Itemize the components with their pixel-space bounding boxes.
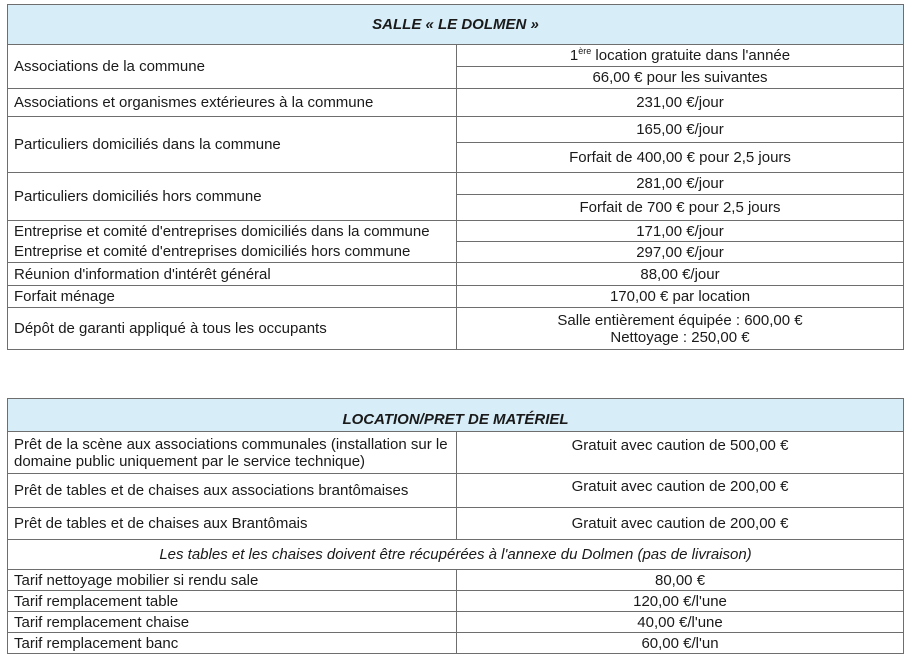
row-value: 120,00 €/l'une [457, 591, 904, 612]
table-row [8, 263, 904, 286]
table-row [8, 508, 904, 540]
row-value: 171,00 €/jour [457, 221, 904, 242]
row-value: 60,00 €/l'un [457, 633, 904, 654]
row-value: Salle entièrement équipée : 600,00 € Nettoyage : 250,00 € [457, 308, 904, 350]
row-value: 80,00 € [457, 570, 904, 591]
table-row [8, 117, 904, 143]
row-label: Réunion d'information d'intérêt général [8, 263, 457, 286]
row-label: Prêt de la scène aux associations communales (installation sur le domaine public uniquement par le service technique) [8, 432, 457, 474]
row-value: 170,00 € par location [457, 286, 904, 308]
table-row [8, 432, 904, 474]
table-row [8, 89, 904, 117]
row-value: Gratuit avec caution de 200,00 € [457, 474, 904, 508]
row-label: Dépôt de garanti appliqué à tous les occupants [8, 308, 457, 350]
row-label: Entreprise et comité d'entreprises domiciliés hors commune [8, 242, 457, 263]
table-row [8, 173, 904, 195]
table-row [8, 221, 904, 242]
row-label: Prêt de tables et de chaises aux associations brantômaises [8, 474, 457, 508]
row-label: Associations de la commune [8, 45, 457, 89]
row-label: Associations et organismes extérieures à la commune [8, 89, 457, 117]
note: Les tables et les chaises doivent être récupérées à l'annexe du Dolmen (pas de livraison) [8, 540, 904, 570]
materiel-title: LOCATION/PRET DE MATÉRIEL [8, 399, 904, 432]
row-value: 165,00 €/jour [457, 117, 904, 143]
row-value: 40,00 €/l'une [457, 612, 904, 633]
row-label: Tarif remplacement chaise [8, 612, 457, 633]
row-label: Particuliers domiciliés hors commune [8, 173, 457, 221]
row-value: 297,00 €/jour [457, 242, 904, 263]
salle-dolmen-table [7, 4, 904, 350]
table-row [8, 474, 904, 508]
row-value: 66,00 € pour les suivantes [457, 67, 904, 89]
note-row [8, 540, 904, 570]
row-label: Prêt de tables et de chaises aux Brantômais [8, 508, 457, 540]
row-value: Gratuit avec caution de 500,00 € [457, 432, 904, 474]
row-label: Entreprise et comité d'entreprises domiciliés dans la commune [8, 221, 457, 242]
row-value: 1ère location gratuite dans l'année [457, 45, 904, 67]
row-value: Gratuit avec caution de 200,00 € [457, 508, 904, 540]
row-value: 88,00 €/jour [457, 263, 904, 286]
row-label: Tarif remplacement table [8, 591, 457, 612]
row-label: Particuliers domiciliés dans la commune [8, 117, 457, 173]
row-value: Forfait de 400,00 € pour 2,5 jours [457, 143, 904, 173]
row-label: Forfait ménage [8, 286, 457, 308]
table-row [8, 612, 904, 633]
row-label: Tarif nettoyage mobilier si rendu sale [8, 570, 457, 591]
row-value: 281,00 €/jour [457, 173, 904, 195]
table-row [8, 45, 904, 67]
row-label: Tarif remplacement banc [8, 633, 457, 654]
table-row [8, 308, 904, 350]
table-row [8, 633, 904, 654]
table-row [8, 570, 904, 591]
salle-title: SALLE « LE DOLMEN » [8, 5, 904, 45]
materiel-table [7, 398, 904, 654]
table-row [8, 242, 904, 263]
table-row [8, 286, 904, 308]
row-value: Forfait de 700 € pour 2,5 jours [457, 195, 904, 221]
row-value: 231,00 €/jour [457, 89, 904, 117]
table-row [8, 591, 904, 612]
